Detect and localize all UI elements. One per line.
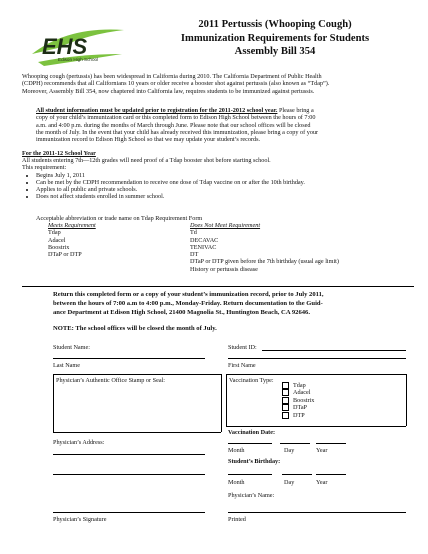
bullet-item: • Does not affect students enrolled in summer school. xyxy=(36,193,402,200)
checkbox[interactable] xyxy=(282,382,289,389)
birthday-day-field[interactable] xyxy=(282,474,312,475)
return-line: between the hours of 7:00 a.m to 4:00 p.m., Monday-Friday. Return documentation to the Guid- xyxy=(53,299,323,307)
vaccination-month-field[interactable] xyxy=(228,443,272,444)
update-notice xyxy=(36,107,414,143)
meets-item: Tdap xyxy=(48,229,61,237)
return-instructions xyxy=(53,291,403,317)
vaccine-box-left xyxy=(226,374,227,426)
page-title xyxy=(140,18,410,59)
notice-heading: All student information must be updated prior to registration for the 2011-2012 school year. xyxy=(36,107,278,114)
student-id-field[interactable] xyxy=(262,350,406,351)
notice-line: a.m. and 4:00 p.m. during the months of March through June. Please note that our school offices will be closed xyxy=(36,121,311,129)
student-id-label: Student ID: xyxy=(228,344,257,351)
vaccine-option-label: DTP xyxy=(293,411,305,419)
ehs-logo-graphic xyxy=(28,24,128,68)
not-meets-item: History or pertussis disease xyxy=(190,265,258,273)
bullet-item: • Begins July 1, 2011 xyxy=(36,172,402,179)
requirement-text: This requirement: xyxy=(22,164,67,172)
office-closed-note: NOTE: The school offices will be closed the month of July. xyxy=(53,325,217,332)
notice-line: copy of your child’s immunization card or this completed form to Edison High School between the hours of 7:00 xyxy=(36,114,316,122)
school-year-heading: For the 2011-12 School Year xyxy=(22,150,96,157)
return-line: Return this completed form or a copy of your student’s immunization record, prior to July 2011, xyxy=(53,291,324,298)
intro-paragraph xyxy=(22,73,414,95)
not-meets-item: Td xyxy=(190,229,197,237)
physician-address-field[interactable] xyxy=(53,454,205,455)
vaccination-day-field[interactable] xyxy=(280,443,310,444)
vaccination-year-field[interactable] xyxy=(316,443,346,444)
not-meets-header: Does Not Meet Requirement xyxy=(190,222,261,229)
requirement-text: All students entering 7th—12th grades will need proof of a Tdap booster shot before starting school. xyxy=(22,157,271,164)
month-label: Month xyxy=(228,447,245,454)
title-line-1: 2011 Pertussis (Whooping Cough) xyxy=(198,19,352,30)
birthday-year-field[interactable] xyxy=(316,474,346,475)
checkbox[interactable] xyxy=(282,412,289,419)
logo-text: EHS xyxy=(42,34,88,59)
physician-signature-field[interactable] xyxy=(53,512,205,513)
month-label: Month xyxy=(228,479,245,486)
vaccine-box-top xyxy=(226,374,406,375)
stamp-box-top xyxy=(53,374,221,375)
not-meets-item: TENIVAC xyxy=(190,243,217,251)
title-line-2: Immunization Requirements for Students xyxy=(180,32,370,44)
bullet-item: • Applies to all public and private schools. xyxy=(36,186,402,193)
day-label: Day xyxy=(284,479,295,486)
vaccine-option-label: Boostrix xyxy=(293,396,315,404)
year-label: Year xyxy=(316,479,328,486)
vaccine-option-label: Adacel xyxy=(293,389,311,397)
notice-line: immunization record to Edison High School so that we may update your student’s records. xyxy=(36,136,261,144)
meets-header: Meets Requirement xyxy=(48,222,96,229)
meets-item: Boostrix xyxy=(48,243,70,251)
vaccine-box-right xyxy=(406,374,407,426)
abbreviation-heading: Acceptable abbreviation or trade name on Tdap Requirement Form xyxy=(36,215,203,222)
intro-line: (CDPH) recommends that all Californians 10 years or older receive a booster shot against pertussis (also known as “Tdap”). xyxy=(22,80,330,88)
logo-tagline: Edison High School xyxy=(58,57,99,62)
school-year-requirements xyxy=(22,157,402,201)
bullet-item: • Can be met by the CDPH recommendation to receive one dose of Tdap vaccine on or after the 10th birthday. xyxy=(36,179,402,186)
vaccine-option-label: Tdap xyxy=(293,382,306,389)
printed-label: Printed xyxy=(228,516,246,523)
physician-name-field[interactable] xyxy=(228,512,406,513)
title-line-3: Assembly Bill 354 xyxy=(234,46,316,58)
vaccination-type-label: Vaccination Type: xyxy=(229,377,274,384)
not-meets-item: DECAVAC xyxy=(190,236,219,244)
checkbox[interactable] xyxy=(282,404,289,411)
return-line: ance Department at Edison High School, 21400 Magnolia St., Huntington Beach, CA 92646. xyxy=(53,308,310,316)
not-meets-item: DTaP or DTP given before the 7th birthday (usual age limit) xyxy=(190,258,339,266)
intro-line: Moreover, Assembly Bill 354, now chaptered into California law, requires students to be immunized against pertussis. xyxy=(22,87,315,95)
vaccine-checklist xyxy=(282,382,314,419)
vaccine-option-label: DTaP xyxy=(293,404,308,412)
first-name-label: First Name xyxy=(228,362,256,369)
last-name-label: Last Name xyxy=(53,362,80,369)
physician-signature-label: Physician’s Signature xyxy=(53,516,107,523)
stamp-box-bottom xyxy=(53,432,221,433)
vaccine-option[interactable] xyxy=(282,404,314,411)
intro-line: Whooping cough (pertussis) has been widespread in California during 2010. The California Department of Public Health xyxy=(22,73,322,80)
notice-text: Please bring a xyxy=(277,107,314,114)
physician-address-field-2[interactable] xyxy=(53,474,205,475)
students-birthday-label: Student’s Birthday: xyxy=(228,458,281,465)
day-label: Day xyxy=(284,447,295,454)
physician-stamp-label: Physician’s Authentic Office Stamp or Seal: xyxy=(56,377,166,384)
physician-address-label: Physician’s Address: xyxy=(53,439,105,446)
vaccine-option[interactable] xyxy=(282,389,314,396)
first-name-field[interactable] xyxy=(228,358,406,359)
birthday-month-field[interactable] xyxy=(228,474,272,475)
vaccine-box-bottom xyxy=(226,426,406,427)
school-logo xyxy=(28,24,128,68)
stamp-box-right xyxy=(221,374,222,432)
not-meets-item: DT xyxy=(190,251,199,259)
meets-requirement-column xyxy=(48,222,96,258)
vaccine-option[interactable] xyxy=(282,382,314,389)
year-label: Year xyxy=(316,447,328,454)
not-meets-requirement-column xyxy=(190,222,339,273)
physician-name-label: Physician’s Name: xyxy=(228,492,275,499)
checkbox[interactable] xyxy=(282,397,289,404)
requirement-bullets xyxy=(22,172,402,201)
meets-item: Adacel xyxy=(48,236,66,244)
notice-line: the month of July. In the event that your child has already received this immunization, please bring a copy of your xyxy=(36,128,319,136)
checkbox[interactable] xyxy=(282,389,289,396)
student-name-field[interactable] xyxy=(53,358,205,359)
vaccination-date-label: Vaccination Date: xyxy=(228,429,276,436)
meets-item: DTaP or DTP xyxy=(48,251,82,259)
physician-stamp-area[interactable] xyxy=(54,386,220,431)
vaccine-option[interactable] xyxy=(282,397,314,404)
vaccine-option[interactable] xyxy=(282,412,314,419)
student-name-label: Student Name: xyxy=(53,344,90,351)
